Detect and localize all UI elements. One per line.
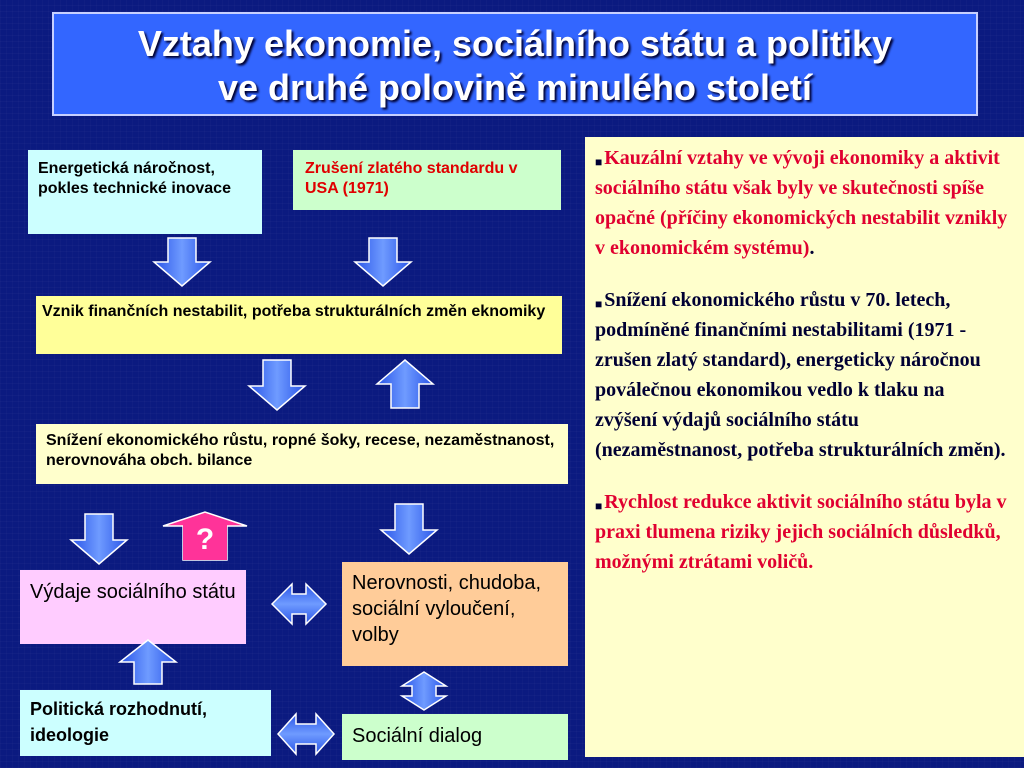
instability-box: Vznik finančních nestabilit, potřeba strukturálních změn eknomiky xyxy=(36,296,562,354)
panel-paragraph-1: ■ Kauzální vztahy ve vývoji ekonomiky a aktivit sociálního státu však byly ve skutečnosti spíše opačné (příčiny ekonomických nestabilit vznikly v ekonomickém systému). xyxy=(595,147,1008,259)
up-arrow-icon xyxy=(377,360,433,408)
social-expenditure-box: Výdaje sociálního státu xyxy=(20,570,246,644)
down-arrow-icon xyxy=(71,514,127,564)
square-bullet-icon: ■ xyxy=(595,155,603,169)
down-arrow-icon xyxy=(355,238,411,286)
energy-box: Energetická náročnost, pokles technické inovace xyxy=(28,150,262,234)
explanation-panel xyxy=(585,137,1024,757)
square-bullet-icon: ■ xyxy=(595,297,603,311)
inequality-box: Nerovnosti, chudoba, sociální vyloučení, volby xyxy=(342,562,568,666)
panel-paragraph-2: ■ Snížení ekonomického růstu v 70. letech, podmíněné finančními nestabilitami (1971 - zrušen zlatý standard), energeticky náročnou poválečnou ekonomikou vedlo k tlaku na zvýšení výdajů sociálního státu (nezaměstnanost, potřeba strukturálních změn). xyxy=(595,289,1006,461)
gold-standard-box: Zrušení zlatého standardu v USA (1971) xyxy=(293,150,561,210)
title-line-1: Vztahy ekonomie, sociálního státu a politiky xyxy=(137,23,893,64)
up-arrow-icon xyxy=(120,640,176,684)
square-bullet-icon: ■ xyxy=(595,499,603,513)
double-arrow-vertical-icon xyxy=(402,672,446,710)
down-arrow-icon xyxy=(249,360,305,410)
double-arrow-horizontal-icon xyxy=(278,714,334,754)
question-mark: ? xyxy=(183,522,227,560)
double-arrow-horizontal-icon xyxy=(272,584,326,624)
title-line-2: ve druhé polovině minulého století xyxy=(217,67,813,108)
political-decisions-box: Politická rozhodnutí, ideologie xyxy=(20,690,271,756)
down-arrow-icon xyxy=(381,504,437,554)
social-dialog-box: Sociální dialog xyxy=(342,714,568,760)
growth-decline-box: Snížení ekonomického růstu, ropné šoky, recese, nezaměstnanost, nerovnováha obch. bilance xyxy=(36,424,568,484)
panel-paragraph-3: ■ Rychlost redukce aktivit sociálního státu byla v praxi tlumena riziky jejich sociálních důsledků, možnými ztrátami voličů. xyxy=(595,491,1007,573)
down-arrow-icon xyxy=(154,238,210,286)
